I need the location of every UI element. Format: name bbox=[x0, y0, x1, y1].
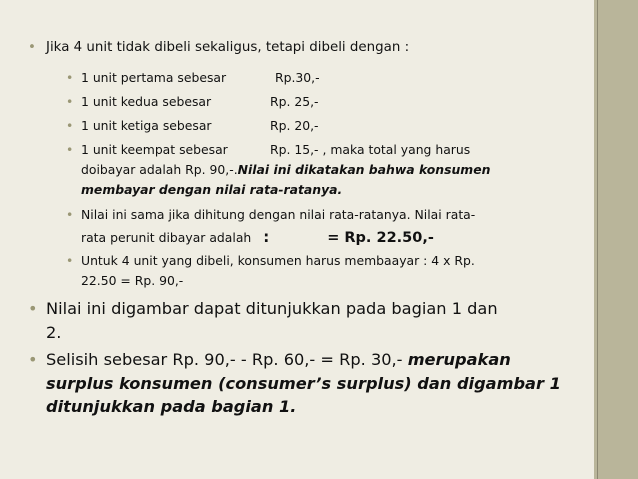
bullet-glyph: • bbox=[66, 70, 74, 85]
unit-item-3 bbox=[28, 114, 594, 138]
unit-label: 1 unit keempat sebesar bbox=[81, 142, 228, 157]
unit4-total-text: doibayar adalah Rp. 90,-. bbox=[81, 162, 238, 177]
four-units-item bbox=[28, 251, 594, 291]
unit4-emphasis-1: Nilai ini dikatakan bahwa konsumen bbox=[237, 162, 491, 177]
unit-item-4 bbox=[28, 140, 594, 200]
surplus-text-1: Selisih sebesar Rp. 90,- - Rp. 60,- = Rp. 30,- bbox=[46, 350, 408, 369]
bullet-glyph: • bbox=[28, 299, 38, 318]
slide-content bbox=[28, 36, 594, 419]
four-units-text-2: 22.50 = Rp. 90,- bbox=[81, 273, 184, 288]
side-band-divider bbox=[597, 0, 598, 479]
unit-value: Rp. 15,- , maka total yang harus bbox=[270, 142, 471, 157]
bullet-intro bbox=[28, 36, 594, 60]
part1-text-2: 2. bbox=[46, 322, 62, 342]
intro-text: Jika 4 unit tidak dibeli sekaligus, tetapi dibeli dengan : bbox=[46, 40, 410, 55]
surplus-emphasis-3: ditunjukkan pada bagian 1. bbox=[46, 397, 297, 416]
unit-item-2 bbox=[28, 90, 594, 114]
surplus-emphasis-2: surplus konsumen (consumer’s surplus) dan digambar 1 bbox=[46, 373, 561, 393]
bullet-part1 bbox=[28, 297, 594, 344]
bullet-glyph: • bbox=[66, 207, 74, 222]
part1-text-1: Nilai ini digambar dapat ditunjukkan pada bagian 1 dan bbox=[46, 299, 498, 318]
bullet-glyph: • bbox=[66, 253, 74, 268]
average-result: = Rp. 22.50,- bbox=[327, 230, 434, 246]
unit-item-1 bbox=[28, 66, 594, 90]
bullet-glyph: • bbox=[28, 350, 38, 369]
average-text-1: Nilai ini sama jika dihitung dengan nilai rata-ratanya. Nilai rata- bbox=[81, 207, 476, 222]
average-text-2: rata perunit dibayar adalah bbox=[81, 230, 252, 245]
four-units-text-1: Untuk 4 unit yang dibeli, konsumen harus membaayar : 4 x Rp. bbox=[81, 253, 475, 268]
unit-value: Rp.30,- bbox=[275, 70, 320, 85]
bullet-glyph: • bbox=[28, 40, 36, 55]
decorative-side-band bbox=[594, 0, 638, 479]
bullet-glyph: • bbox=[66, 118, 74, 133]
bullet-glyph: • bbox=[66, 142, 74, 157]
surplus-emphasis-1: merupakan bbox=[407, 350, 511, 369]
average-colon: : bbox=[263, 228, 270, 246]
bullet-glyph: • bbox=[66, 94, 74, 109]
unit-value: Rp. 25,- bbox=[270, 94, 319, 109]
unit-label: 1 unit pertama sebesar bbox=[81, 70, 227, 85]
unit-label: 1 unit ketiga sebesar bbox=[81, 118, 212, 133]
bullet-surplus bbox=[28, 348, 594, 419]
unit-label: 1 unit kedua sebesar bbox=[81, 94, 212, 109]
unit4-emphasis-2: membayar dengan nilai rata-ratanya. bbox=[81, 182, 343, 197]
average-item bbox=[28, 204, 594, 249]
unit-value: Rp. 20,- bbox=[270, 118, 319, 133]
